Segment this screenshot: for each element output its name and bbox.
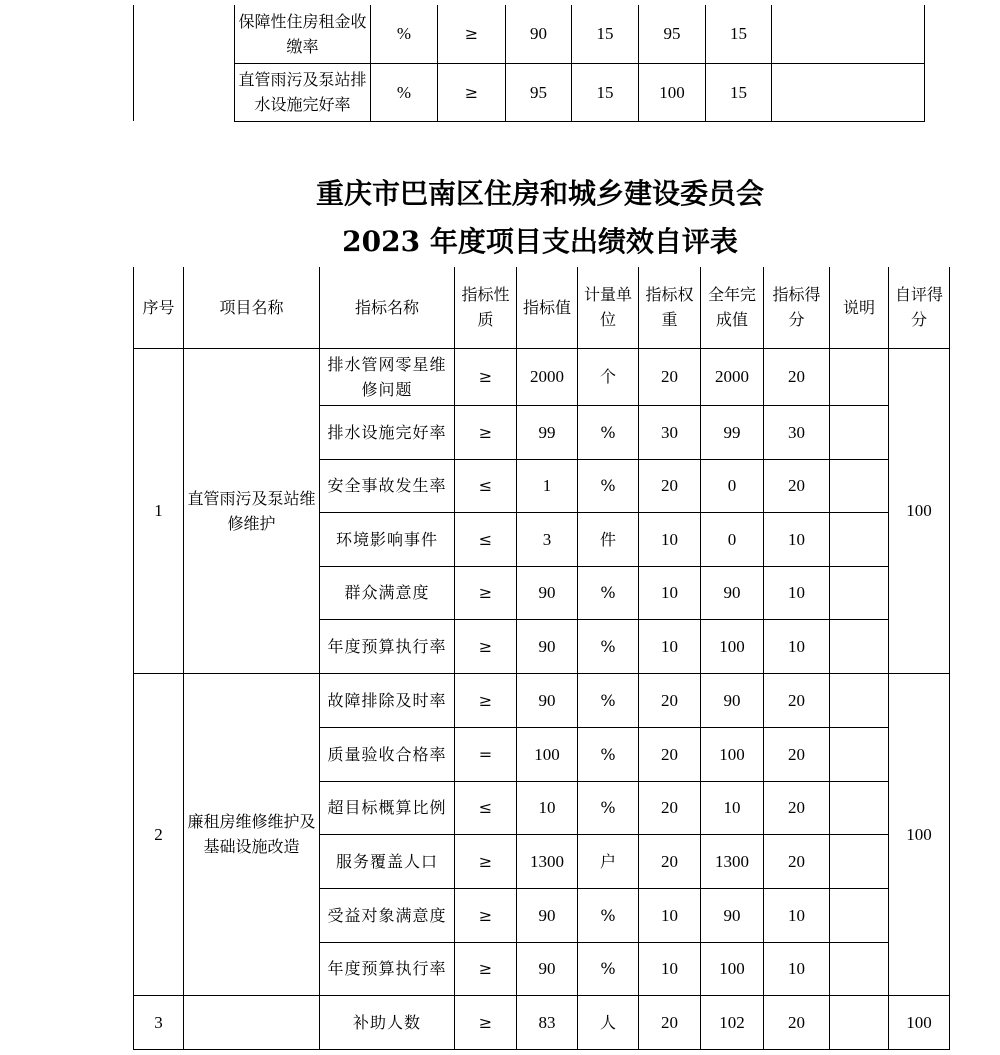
nature-cell: ≥	[438, 5, 506, 63]
weight-cell: 20	[639, 673, 701, 727]
self-score-cell: 100	[889, 995, 950, 1049]
indicator-name-cell: 超目标概算比例	[320, 781, 455, 834]
page-subtitle: 2023 年度项目支出绩效自评表	[342, 225, 738, 258]
table-row	[134, 673, 950, 727]
value-cell: 3	[517, 512, 578, 566]
header-cell: 计量单位	[578, 267, 639, 348]
completed-cell: 90	[701, 888, 764, 942]
project-name-cell	[184, 995, 320, 1049]
value-cell: 90	[517, 942, 578, 995]
note-cell	[830, 566, 889, 619]
weight-cell: 20	[639, 459, 701, 512]
nature-cell: =	[455, 727, 517, 781]
unit-cell: 人	[578, 995, 639, 1049]
note-cell	[830, 459, 889, 512]
value-cell: 1	[517, 459, 578, 512]
note-cell	[830, 348, 889, 405]
value-cell: 95	[506, 63, 572, 121]
unit-cell: %	[578, 619, 639, 673]
score-cell: 20	[764, 727, 830, 781]
completed-cell: 90	[701, 673, 764, 727]
score-cell: 10	[764, 566, 830, 619]
unit-cell: %	[578, 673, 639, 727]
completed-cell: 10	[701, 781, 764, 834]
note-cell	[772, 5, 925, 63]
unit-cell: %	[578, 405, 639, 459]
score-cell: 10	[764, 619, 830, 673]
note-cell	[830, 781, 889, 834]
completed-cell: 0	[701, 512, 764, 566]
weight-cell: 10	[639, 566, 701, 619]
score-cell: 30	[764, 405, 830, 459]
weight-cell: 15	[572, 5, 639, 63]
header-cell: 指标名称	[320, 267, 455, 348]
unit-cell: 户	[578, 834, 639, 888]
completed-cell: 2000	[701, 348, 764, 405]
value-cell: 2000	[517, 348, 578, 405]
note-cell	[830, 942, 889, 995]
completed-cell: 90	[701, 566, 764, 619]
note-cell	[830, 888, 889, 942]
self-score-cell: 100	[889, 348, 950, 673]
nature-cell: ≥	[455, 566, 517, 619]
unit-cell: %	[578, 566, 639, 619]
table-cell	[134, 5, 235, 121]
completed-cell: 1300	[701, 834, 764, 888]
value-cell: 83	[517, 995, 578, 1049]
nature-cell: ≥	[455, 834, 517, 888]
nature-cell: ≤	[455, 781, 517, 834]
note-cell	[830, 673, 889, 727]
score-cell: 15	[706, 5, 772, 63]
completed-cell: 100	[701, 619, 764, 673]
header-cell: 序号	[134, 267, 184, 348]
indicator-name-cell: 受益对象满意度	[320, 888, 455, 942]
score-cell: 15	[706, 63, 772, 121]
serial-cell: 2	[134, 673, 184, 995]
score-cell: 20	[764, 781, 830, 834]
weight-cell: 10	[639, 888, 701, 942]
header-row	[134, 267, 950, 348]
nature-cell: ≤	[455, 512, 517, 566]
header-cell: 自评得分	[889, 267, 950, 348]
score-cell: 10	[764, 512, 830, 566]
weight-cell: 30	[639, 405, 701, 459]
note-cell	[830, 405, 889, 459]
completed-cell: 102	[701, 995, 764, 1049]
indicator-name-cell: 服务覆盖人口	[320, 834, 455, 888]
self-score-cell: 100	[889, 673, 950, 995]
unit-cell: 个	[578, 348, 639, 405]
indicator-name-cell: 保障性住房租金收缴率	[235, 5, 371, 63]
completed-cell: 100	[701, 727, 764, 781]
indicator-name-cell: 排水管网零星维修问题	[320, 348, 455, 405]
project-name-cell: 直管雨污及泵站维修维护	[184, 348, 320, 673]
note-cell	[830, 727, 889, 781]
unit-cell: %	[578, 942, 639, 995]
previous-table-fragment	[133, 5, 925, 122]
indicator-name-cell: 补助人数	[320, 995, 455, 1049]
nature-cell: ≥	[455, 888, 517, 942]
header-cell: 指标性质	[455, 267, 517, 348]
score-cell: 10	[764, 942, 830, 995]
weight-cell: 20	[639, 834, 701, 888]
weight-cell: 10	[639, 619, 701, 673]
note-cell	[830, 512, 889, 566]
weight-cell: 10	[639, 942, 701, 995]
weight-cell: 20	[639, 781, 701, 834]
score-cell: 10	[764, 888, 830, 942]
value-cell: 90	[517, 566, 578, 619]
nature-cell: ≥	[455, 942, 517, 995]
table-row	[134, 5, 925, 63]
completed-cell: 100	[701, 942, 764, 995]
weight-cell: 10	[639, 512, 701, 566]
serial-cell: 1	[134, 348, 184, 673]
score-cell: 20	[764, 459, 830, 512]
table-row	[134, 63, 925, 121]
weight-cell: 20	[639, 727, 701, 781]
completed-cell: 0	[701, 459, 764, 512]
header-cell: 项目名称	[184, 267, 320, 348]
indicator-name-cell: 直管雨污及泵站排水设施完好率	[235, 63, 371, 121]
value-cell: 10	[517, 781, 578, 834]
score-cell: 20	[764, 673, 830, 727]
nature-cell: ≥	[455, 673, 517, 727]
indicator-name-cell: 故障排除及时率	[320, 673, 455, 727]
weight-cell: 15	[572, 63, 639, 121]
indicator-name-cell: 排水设施完好率	[320, 405, 455, 459]
indicator-name-cell: 年度预算执行率	[320, 942, 455, 995]
value-cell: 90	[517, 673, 578, 727]
unit-cell: %	[578, 781, 639, 834]
indicator-name-cell: 质量验收合格率	[320, 727, 455, 781]
completed-cell: 99	[701, 405, 764, 459]
nature-cell: ≥	[438, 63, 506, 121]
indicator-name-cell: 安全事故发生率	[320, 459, 455, 512]
score-cell: 20	[764, 834, 830, 888]
weight-cell: 20	[639, 348, 701, 405]
header-cell: 说明	[830, 267, 889, 348]
unit-cell: %	[578, 888, 639, 942]
page-title: 重庆市巴南区住房和城乡建设委员会	[315, 177, 764, 210]
performance-table	[133, 267, 950, 1050]
completed-cell: 95	[639, 5, 706, 63]
value-cell: 90	[517, 619, 578, 673]
table-row	[134, 995, 950, 1049]
weight-cell: 20	[639, 995, 701, 1049]
value-cell: 90	[506, 5, 572, 63]
note-cell	[830, 995, 889, 1049]
value-cell: 1300	[517, 834, 578, 888]
header-cell: 全年完成值	[701, 267, 764, 348]
nature-cell: ≥	[455, 995, 517, 1049]
unit-cell: %	[578, 459, 639, 512]
table-row	[134, 348, 950, 405]
indicator-name-cell: 群众满意度	[320, 566, 455, 619]
header-cell: 指标权重	[639, 267, 701, 348]
indicator-name-cell: 环境影响事件	[320, 512, 455, 566]
value-cell: 99	[517, 405, 578, 459]
header-cell: 指标得分	[764, 267, 830, 348]
serial-cell: 3	[134, 995, 184, 1049]
header-cell: 指标值	[517, 267, 578, 348]
score-cell: 20	[764, 995, 830, 1049]
value-cell: 100	[517, 727, 578, 781]
unit-cell: %	[578, 727, 639, 781]
unit-cell: %	[371, 5, 438, 63]
project-name-cell: 廉租房维修维护及基础设施改造	[184, 673, 320, 995]
unit-cell: 件	[578, 512, 639, 566]
note-cell	[830, 834, 889, 888]
note-cell	[772, 63, 925, 121]
nature-cell: ≤	[455, 459, 517, 512]
score-cell: 20	[764, 348, 830, 405]
nature-cell: ≥	[455, 619, 517, 673]
indicator-name-cell: 年度预算执行率	[320, 619, 455, 673]
completed-cell: 100	[639, 63, 706, 121]
nature-cell: ≥	[455, 348, 517, 405]
value-cell: 90	[517, 888, 578, 942]
unit-cell: %	[371, 63, 438, 121]
nature-cell: ≥	[455, 405, 517, 459]
note-cell	[830, 619, 889, 673]
